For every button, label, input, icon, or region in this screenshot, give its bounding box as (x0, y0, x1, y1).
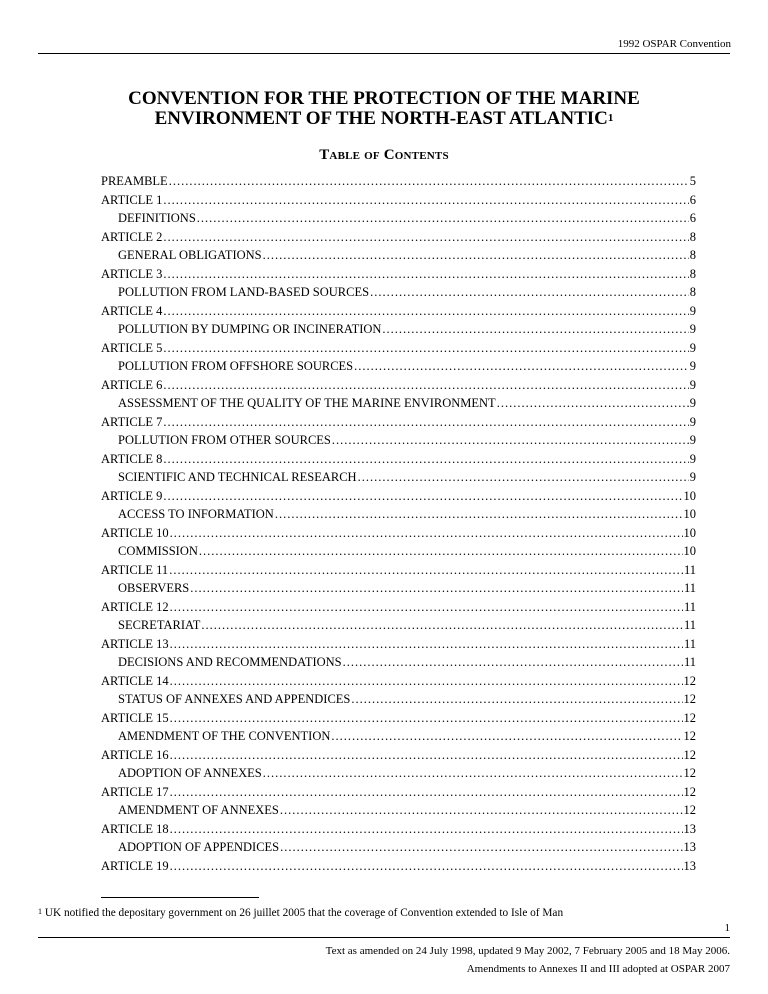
toc-entry-page: 9 (689, 303, 696, 318)
toc-entry-label: ARTICLE 2 (101, 229, 163, 244)
toc-entry-page: 9 (689, 377, 696, 392)
toc-entry-page: 9 (689, 396, 696, 410)
toc-entry[interactable] (101, 563, 696, 582)
toc-subentry[interactable] (101, 840, 696, 859)
toc-entry-label: ARTICLE 10 (101, 525, 169, 540)
toc-entry-page: 11 (683, 562, 696, 577)
toc-entry-page: 12 (683, 766, 696, 780)
toc-leader-dots (163, 489, 682, 504)
toc-entry-label: POLLUTION FROM LAND-BASED SOURCES (118, 285, 370, 299)
footer-amendment-note: Text as amended on 24 July 1998, updated 9 May 2002, 7 February 2005 and 18 May 2006. (325, 945, 730, 957)
title-footnote-marker[interactable]: 1 (607, 112, 614, 124)
toc-entry-label: POLLUTION FROM OTHER SOURCES (118, 433, 331, 447)
toc-leader-dots (343, 655, 683, 670)
toc-entry[interactable] (101, 822, 696, 841)
toc-entry[interactable] (101, 193, 696, 212)
toc-leader-dots (201, 618, 683, 633)
toc-entry-label: ARTICLE 6 (101, 377, 163, 392)
toc-entry-label: ARTICLE 13 (101, 636, 169, 651)
toc-entry-label: POLLUTION BY DUMPING OR INCINERATION (118, 322, 382, 336)
toc-entry-page: 5 (689, 174, 696, 188)
toc-entry-label: ARTICLE 3 (101, 266, 163, 281)
toc-entry-label: GENERAL OBLIGATIONS (118, 248, 262, 262)
toc-entry-label: STATUS OF ANNEXES AND APPENDICES (118, 692, 351, 706)
toc-entry[interactable] (101, 489, 696, 508)
toc-leader-dots (163, 415, 688, 430)
toc-entry-label: AMENDMENT OF ANNEXES (118, 803, 279, 817)
toc-subentry[interactable] (101, 322, 696, 341)
toc-entry[interactable] (101, 526, 696, 545)
toc-entry-label: ARTICLE 4 (101, 303, 163, 318)
toc-entry[interactable] (101, 748, 696, 767)
footnote-rule (101, 897, 259, 898)
toc-leader-dots (280, 803, 683, 818)
toc-entry-page: 10 (683, 507, 696, 521)
toc-entry-page: 11 (683, 655, 696, 669)
toc-leader-dots (169, 563, 683, 578)
toc-subentry[interactable] (101, 581, 696, 600)
toc-heading: Table of Contents (319, 147, 449, 163)
toc-leader-dots (263, 248, 689, 263)
toc-leader-dots (354, 359, 689, 374)
toc-entry[interactable] (101, 415, 696, 434)
toc-subentry[interactable] (101, 248, 696, 267)
toc-leader-dots (497, 396, 689, 411)
toc-entry-page: 12 (683, 784, 696, 799)
toc-entry-page: 11 (683, 599, 696, 614)
toc-leader-dots (170, 859, 683, 874)
toc-leader-dots (170, 637, 683, 652)
toc-entry-page: 6 (689, 211, 696, 225)
toc-entry-page: 12 (683, 673, 696, 688)
document-title (0, 89, 768, 129)
toc-entry[interactable] (101, 304, 696, 323)
toc-entry[interactable] (101, 785, 696, 804)
toc-leader-dots (170, 526, 683, 541)
toc-entry-page: 9 (689, 340, 696, 355)
toc-entry-label: ASSESSMENT OF THE QUALITY OF THE MARINE ENVIRONMENT (118, 396, 496, 410)
toc-entry-page: 11 (683, 581, 696, 595)
toc-subentry[interactable] (101, 285, 696, 304)
toc-entry-label: POLLUTION FROM OFFSHORE SOURCES (118, 359, 354, 373)
toc-entry-label: PREAMBLE (101, 174, 168, 188)
toc-entry[interactable] (101, 859, 696, 878)
toc-entry-label: DECISIONS AND RECOMMENDATIONS (118, 655, 342, 669)
toc-leader-dots (170, 785, 683, 800)
running-header: 1992 OSPAR Convention (617, 38, 731, 50)
toc-subentry[interactable] (101, 692, 696, 711)
toc-entry-page: 9 (689, 322, 696, 336)
toc-leader-dots (358, 470, 689, 485)
toc-entry-page: 8 (689, 285, 696, 299)
toc-entry-page: 8 (689, 266, 696, 281)
toc-subentry[interactable] (101, 766, 696, 785)
toc-entry-page: 6 (689, 192, 696, 207)
toc-entry[interactable] (101, 452, 696, 471)
toc-entry[interactable] (101, 600, 696, 619)
toc-subentry[interactable] (101, 470, 696, 489)
toc-entry-page: 8 (689, 229, 696, 244)
toc-entry-label: ADOPTION OF ANNEXES (118, 766, 262, 780)
toc-subentry[interactable] (101, 433, 696, 452)
toc-subentry[interactable] (101, 211, 696, 230)
toc-leader-dots (170, 674, 683, 689)
toc-subentry[interactable] (101, 618, 696, 637)
toc-leader-dots (197, 211, 689, 226)
toc-subentry[interactable] (101, 507, 696, 526)
toc-leader-dots (163, 267, 688, 282)
toc-entry-label: SCIENTIFIC AND TECHNICAL RESEARCH (118, 470, 357, 484)
toc-entry-label: ARTICLE 7 (101, 414, 163, 429)
toc-entry-label: ARTICLE 19 (101, 858, 169, 873)
toc-leader-dots (163, 304, 688, 319)
toc-entry-page: 13 (683, 858, 696, 873)
toc-entry-label: ARTICLE 8 (101, 451, 163, 466)
toc-entry-label: ARTICLE 9 (101, 488, 163, 503)
toc-entry-label: AMENDMENT OF THE CONVENTION (118, 729, 331, 743)
toc-entry-label: DEFINITIONS (118, 211, 196, 225)
toc-entry[interactable] (101, 341, 696, 360)
toc-entry-page: 11 (683, 636, 696, 651)
toc-entry-label: ARTICLE 11 (101, 562, 169, 577)
toc-leader-dots (275, 507, 683, 522)
toc-leader-dots (332, 433, 689, 448)
toc-entry-label: COMMISSION (118, 544, 198, 558)
toc-entry-page: 12 (683, 747, 696, 762)
toc-entry-page: 13 (683, 840, 696, 854)
toc-entry-label: ARTICLE 1 (101, 192, 163, 207)
toc-subentry[interactable] (101, 396, 696, 415)
toc-leader-dots (170, 711, 683, 726)
toc-leader-dots (163, 193, 688, 208)
toc-leader-dots (163, 341, 688, 356)
toc-leader-dots (263, 766, 683, 781)
toc-subentry[interactable] (101, 359, 696, 378)
toc-entry-label: ARTICLE 12 (101, 599, 169, 614)
toc-leader-dots (163, 452, 688, 467)
toc-entry[interactable] (101, 637, 696, 656)
toc-entry-page: 9 (689, 451, 696, 466)
toc-leader-dots (163, 230, 688, 245)
footer-annex-note: Amendments to Annexes II and III adopted at OSPAR 2007 (466, 963, 730, 975)
toc-entry-page: 9 (689, 359, 696, 373)
footnote-text: UK notified the depositary government on 26 juillet 2005 that the coverage of Convention extended to Isle of Man (42, 907, 564, 919)
toc-entry-label: ARTICLE 16 (101, 747, 169, 762)
toc-entry-page: 8 (689, 248, 696, 262)
header-rule (38, 53, 730, 54)
toc-entry-page: 10 (683, 525, 696, 540)
toc-entry-label: OBSERVERS (118, 581, 190, 595)
toc-entry-label: ADOPTION OF APPENDICES (118, 840, 280, 854)
toc-entry-page: 12 (683, 692, 696, 706)
toc-entry-label: ARTICLE 17 (101, 784, 169, 799)
toc-entry-page: 13 (683, 821, 696, 836)
toc-entry-label: ARTICLE 18 (101, 821, 169, 836)
toc-entry-page: 12 (683, 729, 696, 743)
toc-entry-label: SECRETARIAT (118, 618, 201, 632)
toc-leader-dots (370, 285, 689, 300)
toc-leader-dots (351, 692, 682, 707)
toc-subentry[interactable] (101, 729, 696, 748)
page-number: 1 (724, 922, 730, 934)
toc-entry-page: 11 (683, 618, 696, 632)
toc-entry[interactable] (101, 674, 696, 693)
toc-entry-label: ARTICLE 5 (101, 340, 163, 355)
footer-rule (38, 937, 730, 938)
title-line-1: CONVENTION FOR THE PROTECTION OF THE MARINE (128, 88, 640, 109)
toc-entry-page: 9 (689, 433, 696, 447)
toc-entry[interactable] (101, 267, 696, 286)
toc-leader-dots (170, 748, 683, 763)
toc-entry-page: 9 (689, 470, 696, 484)
toc-entry[interactable] (101, 174, 696, 193)
toc-leader-dots (190, 581, 683, 596)
toc-entry[interactable] (101, 711, 696, 730)
toc-subentry[interactable] (101, 803, 696, 822)
toc-entry-label: ARTICLE 14 (101, 673, 169, 688)
table-of-contents (101, 174, 696, 877)
toc-leader-dots (199, 544, 683, 559)
toc-entry-page: 12 (683, 710, 696, 725)
toc-leader-dots (382, 322, 688, 337)
title-line-2-text: ENVIRONMENT OF THE NORTH-EAST ATLANTIC (154, 108, 608, 129)
toc-leader-dots (170, 822, 683, 837)
toc-entry-label: ARTICLE 15 (101, 710, 169, 725)
toc-entry[interactable] (101, 378, 696, 397)
footnote (38, 907, 738, 919)
footnote-marker: 1 (38, 907, 42, 916)
toc-leader-dots (163, 378, 688, 393)
toc-leader-dots (169, 174, 689, 189)
toc-entry-page: 10 (683, 544, 696, 558)
toc-entry-page: 12 (683, 803, 696, 817)
toc-leader-dots (170, 600, 683, 615)
toc-entry-label: ACCESS TO INFORMATION (118, 507, 274, 521)
toc-subentry[interactable] (101, 544, 696, 563)
toc-entry-page: 10 (683, 488, 696, 503)
toc-leader-dots (280, 840, 682, 855)
title-line-2 (0, 109, 768, 129)
toc-leader-dots (331, 729, 682, 744)
toc-subentry[interactable] (101, 655, 696, 674)
toc-entry-page: 9 (689, 414, 696, 429)
toc-entry[interactable] (101, 230, 696, 249)
